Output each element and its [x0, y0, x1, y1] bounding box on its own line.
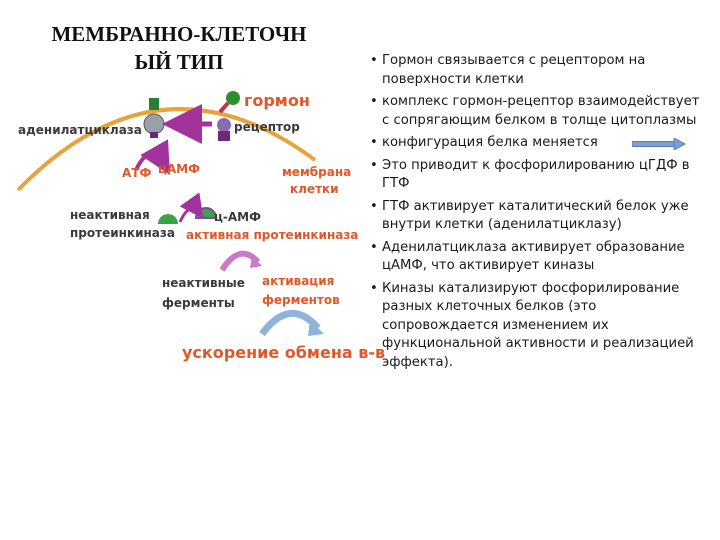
receptor-icon — [217, 118, 231, 132]
hormone-label: гормон — [244, 91, 310, 110]
camp-label: цАМФ — [158, 162, 201, 176]
diagram-graphics — [0, 70, 370, 370]
bullet-item: • конфигурация белка меняется — [370, 134, 710, 153]
arrow-right-icon — [632, 138, 686, 150]
atp-label: АТФ — [122, 166, 152, 180]
adenylate-cyclase-label: аденилатциклаза — [18, 123, 142, 137]
receptor-label: рецептор — [234, 120, 300, 134]
bullet-item: • Гормон связывается с рецептором на поверхности клетки — [370, 52, 710, 89]
inactive-protein-kinase-icon — [158, 214, 178, 224]
inactive-enzymes-label-2: ферменты — [162, 296, 235, 310]
bullet-item: • Киназы катализируют фосфорилирование разных клеточных белков (это сопровождается изменением их функциональной активности и реализацией эффекта). — [370, 280, 710, 373]
bullet-item: • ГТФ активирует каталитический белок уже внутри клетки (аденилатциклазу) — [370, 198, 710, 235]
bullet-list — [370, 52, 710, 376]
adenylate-cyclase-icon — [149, 98, 159, 110]
active-kinase-label: активная протеинкиназа — [186, 228, 359, 242]
inactive-kinase-label-2: протеинкиназа — [70, 226, 175, 240]
hormone-icon — [226, 91, 240, 105]
activation-label-1: активация — [262, 274, 335, 288]
inactive-kinase-label-1: неактивная — [70, 208, 150, 222]
membrane-label-2: клетки — [290, 182, 339, 196]
signal-cascade-diagram — [0, 70, 386, 370]
slide-title: МЕМБРАННО-КЛЕТОЧН ЫЙ ТИП — [51, 22, 307, 74]
metabolism-label: ускорение обмена в-в — [182, 343, 386, 362]
activation-label-2: ферментов — [262, 293, 340, 307]
g-protein-icon — [144, 114, 164, 134]
membrane-label-1: мембрана — [282, 165, 352, 179]
bullet-item: • Аденилатциклаза активирует образование цАМФ, что активирует киназы — [370, 239, 710, 276]
camp-label-2: ц-АМФ — [214, 210, 262, 224]
bullet-item: • Это приводит к фосфорилированию цГДФ в ГТФ — [370, 157, 710, 194]
inactive-enzymes-label-1: неактивные — [162, 276, 245, 290]
bullet-item: • комплекс гормон-рецептор взаимодействует с сопрягающим белком в толще цитоплазмы — [370, 93, 710, 130]
